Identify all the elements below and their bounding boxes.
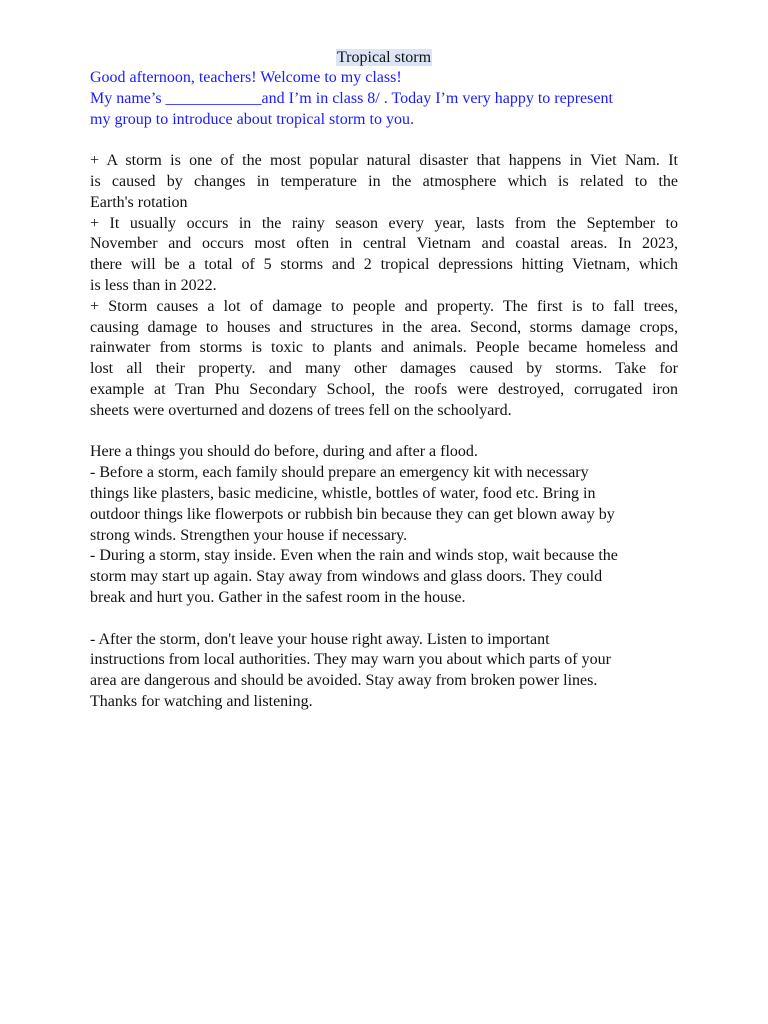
- text-line: there will be a total of 5 storms and 2 tropical depressions hitting Vietnam, which: [90, 256, 678, 274]
- document-title: Tropical storm: [336, 49, 432, 66]
- greeting-line: my group to introduce about tropical storm to you.: [90, 110, 414, 128]
- text-line: outdoor things like flowerpots or rubbish bin because they can get blown away by: [90, 505, 615, 523]
- text-line: - Before a storm, each family should prepare an emergency kit with necessary: [90, 464, 589, 482]
- tips-during: [90, 546, 678, 608]
- text-line: strong winds. Strengthen your house if necessary.: [90, 526, 408, 544]
- text-line: + It usually occurs in the rainy season every year, lasts from the September to: [90, 214, 678, 232]
- closing-line: Thanks for watching and listening.: [90, 692, 313, 710]
- text-line: + A storm is one of the most popular natural disaster that happens in Viet Nam. It: [90, 152, 678, 170]
- text-line: things like plasters, basic medicine, whistle, bottles of water, food etc. Bring in: [90, 484, 596, 502]
- text-line: instructions from local authorities. They may warn you about which parts of your: [90, 651, 611, 669]
- text-line: - After the storm, don't leave your house right away. Listen to important: [90, 630, 550, 648]
- blank-line: [90, 609, 678, 630]
- text-line: causing damage to houses and structures in the area. Second, storms damage crops,: [90, 318, 678, 336]
- tips-intro: Here a things you should do before, during and after a flood.: [90, 443, 478, 461]
- text-line: lost all their property. and many other damages caused by storms. Take for: [90, 360, 678, 378]
- text-line: Earth's rotation: [90, 193, 188, 211]
- greeting-line: Good afternoon, teachers! Welcome to my class!: [90, 69, 402, 86]
- text-line: November and occurs most often in central Vietnam and coastal areas. In 2023,: [90, 235, 678, 253]
- greeting-block: [90, 68, 678, 130]
- text-line: sheets were overturned and dozens of trees fell on the schoolyard.: [90, 401, 512, 419]
- text-line: is less than in 2022.: [90, 276, 217, 294]
- text-line: + Storm causes a lot of damage to people and property. The first is to fall trees,: [90, 297, 678, 315]
- greeting-line: My name’s ____________and I’m in class 8/ . Today I’m very happy to represent: [90, 89, 613, 107]
- blank-line: [90, 130, 678, 151]
- text-line: rainwater from storms is toxic to plants and animals. People became homeless and: [90, 339, 678, 357]
- text-line: example at Tran Phu Secondary School, the roofs were destroyed, corrugated iron: [90, 380, 678, 398]
- text-line: - During a storm, stay inside. Even when the rain and winds stop, wait because the: [90, 547, 618, 565]
- paragraph-season: [90, 214, 678, 297]
- paragraph-damage: [90, 297, 678, 422]
- title-row: [90, 47, 678, 68]
- text-line: area are dangerous and should be avoided. Stay away from broken power lines.: [90, 672, 598, 690]
- text-line: storm may start up again. Stay away from windows and glass doors. They could: [90, 568, 603, 586]
- document-page: [90, 47, 678, 713]
- paragraph-cause: [90, 151, 678, 213]
- blank-line: [90, 422, 678, 443]
- tips-after: [90, 630, 678, 692]
- text-line: is caused by changes in temperature in the atmosphere which is related to the: [90, 172, 678, 190]
- tips-before: [90, 463, 678, 546]
- text-line: break and hurt you. Gather in the safest room in the house.: [90, 588, 466, 606]
